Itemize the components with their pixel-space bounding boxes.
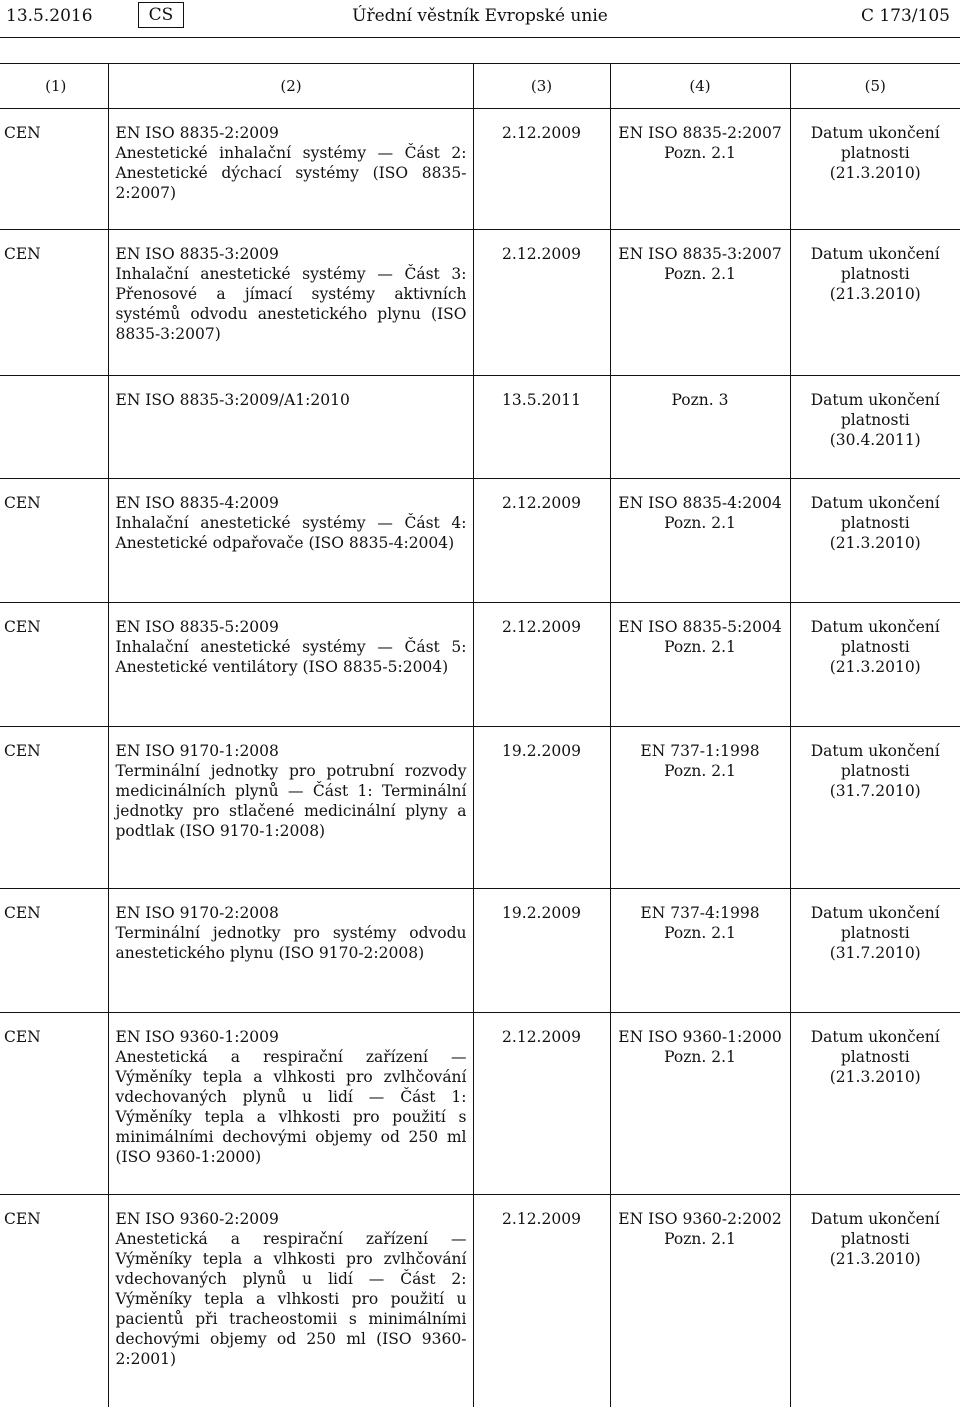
standard-reference: EN ISO 8835-3:2009 bbox=[115, 245, 279, 263]
cessation-cell bbox=[790, 230, 960, 376]
cessation-cell bbox=[790, 1013, 960, 1195]
organisation-cell bbox=[0, 603, 108, 727]
note-reference: Pozn. 2.1 bbox=[664, 1048, 736, 1066]
standard-reference: EN ISO 9360-2:2009 bbox=[115, 1210, 279, 1228]
note-reference: Pozn. 2.1 bbox=[664, 514, 736, 532]
organisation: CEN bbox=[4, 1028, 41, 1046]
standard-title: Anestetické inhalační systémy — Část 2: Anestetické dýchací systémy (ISO 8835-2:2007) bbox=[115, 144, 467, 202]
cessation-cell bbox=[790, 479, 960, 603]
publication-date-cell bbox=[473, 109, 610, 230]
standards-table bbox=[0, 63, 960, 1407]
superseded-standard-cell bbox=[610, 479, 790, 603]
table-row bbox=[0, 376, 960, 479]
note-reference: Pozn. 2.1 bbox=[664, 924, 736, 942]
organisation-cell bbox=[0, 230, 108, 376]
superseded-standard-cell bbox=[610, 376, 790, 479]
column-number-row bbox=[0, 64, 960, 109]
cessation-label: Datum ukončení platnosti bbox=[810, 1210, 940, 1248]
cessation-label: Datum ukončení platnosti bbox=[810, 494, 940, 532]
cessation-cell bbox=[790, 1195, 960, 1407]
cessation-cell bbox=[790, 109, 960, 230]
standard-cell bbox=[108, 889, 473, 1013]
standard-cell bbox=[108, 1013, 473, 1195]
note-reference: Pozn. 2.1 bbox=[664, 144, 736, 162]
standard-cell bbox=[108, 109, 473, 230]
standard-title: Inhalační anestetické systémy — Část 4: Anestetické odpařovače (ISO 8835-4:2004) bbox=[115, 514, 467, 552]
standard-reference: EN ISO 8835-3:2009/A1:2010 bbox=[115, 391, 350, 409]
table-row bbox=[0, 603, 960, 727]
first-publication-date: 2.12.2009 bbox=[502, 618, 581, 636]
organisation-cell bbox=[0, 376, 108, 479]
column-number: (5) bbox=[790, 64, 960, 109]
organisation-cell bbox=[0, 479, 108, 603]
superseded-standard: EN 737-4:1998 bbox=[640, 904, 760, 922]
publication-date-cell bbox=[473, 1013, 610, 1195]
organisation: CEN bbox=[4, 124, 41, 142]
table-row bbox=[0, 1013, 960, 1195]
first-publication-date: 2.12.2009 bbox=[502, 494, 581, 512]
organisation-cell bbox=[0, 1195, 108, 1407]
table-row bbox=[0, 479, 960, 603]
table-row bbox=[0, 109, 960, 230]
superseded-standard-cell bbox=[610, 1195, 790, 1407]
standard-title: Anestetická a respirační zařízení — Výměníky tepla a vlhkosti pro zvlhčování vdechovaných plynů u lidí — Část 1: Výměníky tepla a vlhkosti pro použití s minimálními dechovými objemy od 250 ml (ISO 9360-1:2000) bbox=[115, 1048, 467, 1166]
organisation-cell bbox=[0, 109, 108, 230]
cessation-cell bbox=[790, 376, 960, 479]
first-publication-date: 19.2.2009 bbox=[502, 742, 581, 760]
organisation-cell bbox=[0, 727, 108, 889]
column-number: (1) bbox=[0, 64, 108, 109]
superseded-standard-cell bbox=[610, 1013, 790, 1195]
first-publication-date: 2.12.2009 bbox=[502, 1210, 581, 1228]
publication-date-cell bbox=[473, 479, 610, 603]
first-publication-date: 19.2.2009 bbox=[502, 904, 581, 922]
superseded-standard-cell bbox=[610, 109, 790, 230]
note-reference: Pozn. 2.1 bbox=[664, 265, 736, 283]
table-row bbox=[0, 230, 960, 376]
standard-title: Inhalační anestetické systémy — Část 5: Anestetické ventilátory (ISO 8835-5:2004) bbox=[115, 638, 467, 676]
cessation-date: (21.3.2010) bbox=[829, 534, 921, 552]
superseded-standard-cell bbox=[610, 889, 790, 1013]
publication-date: 13.5.2016 bbox=[6, 6, 93, 26]
standard-reference: EN ISO 8835-2:2009 bbox=[115, 124, 279, 142]
superseded-standard-cell bbox=[610, 603, 790, 727]
publication-date-cell bbox=[473, 603, 610, 727]
cessation-label: Datum ukončení platnosti bbox=[810, 245, 940, 283]
table-row bbox=[0, 1195, 960, 1407]
first-publication-date: 2.12.2009 bbox=[502, 124, 581, 142]
cessation-label: Datum ukončení platnosti bbox=[810, 904, 940, 942]
cessation-label: Datum ukončení platnosti bbox=[810, 618, 940, 656]
table-row bbox=[0, 889, 960, 1013]
cessation-cell bbox=[790, 889, 960, 1013]
standard-cell bbox=[108, 727, 473, 889]
cessation-cell bbox=[790, 727, 960, 889]
cessation-label: Datum ukončení platnosti bbox=[810, 391, 940, 429]
superseded-standard: Pozn. 3 bbox=[671, 391, 729, 409]
cessation-date: (30.4.2011) bbox=[829, 431, 921, 449]
standard-cell bbox=[108, 230, 473, 376]
standard-reference: EN ISO 9360-1:2009 bbox=[115, 1028, 279, 1046]
journal-title: Úřední věstník Evropské unie bbox=[352, 6, 608, 26]
superseded-standard: EN ISO 9360-1:2000 bbox=[618, 1028, 782, 1046]
cessation-date: (31.7.2010) bbox=[829, 782, 921, 800]
organisation: CEN bbox=[4, 742, 41, 760]
organisation: CEN bbox=[4, 494, 41, 512]
header-rule bbox=[0, 37, 960, 38]
page-header bbox=[0, 0, 960, 36]
publication-date-cell bbox=[473, 230, 610, 376]
superseded-standard-cell bbox=[610, 727, 790, 889]
publication-date-cell bbox=[473, 1195, 610, 1407]
column-number: (4) bbox=[610, 64, 790, 109]
superseded-standard: EN 737-1:1998 bbox=[640, 742, 760, 760]
cessation-date: (21.3.2010) bbox=[829, 658, 921, 676]
organisation: CEN bbox=[4, 904, 41, 922]
cessation-date: (21.3.2010) bbox=[829, 1068, 921, 1086]
superseded-standard: EN ISO 8835-5:2004 bbox=[618, 618, 782, 636]
standard-title: Inhalační anestetické systémy — Část 3: Přenosové a jímací systémy aktivních systémů odvodu anestetického plynu (ISO 8835-3:2007) bbox=[115, 265, 467, 343]
standard-title: Terminální jednotky pro potrubní rozvody medicinálních plynů — Část 1: Terminální jednotky pro stlačené medicinální plyny a podtlak (ISO 9170-1:2008) bbox=[115, 762, 467, 840]
note-reference: Pozn. 2.1 bbox=[664, 762, 736, 780]
standard-title: Terminální jednotky pro systémy odvodu anestetického plynu (ISO 9170-2:2008) bbox=[115, 924, 467, 962]
cessation-label: Datum ukončení platnosti bbox=[810, 1028, 940, 1066]
standard-cell bbox=[108, 376, 473, 479]
standard-reference: EN ISO 9170-2:2008 bbox=[115, 904, 279, 922]
cessation-cell bbox=[790, 603, 960, 727]
cessation-date: (31.7.2010) bbox=[829, 944, 921, 962]
column-number: (3) bbox=[473, 64, 610, 109]
standard-title: Anestetická a respirační zařízení — Výměníky tepla a vlhkosti pro zvlhčování vdechovaných plynů u lidí — Část 2: Výměníky tepla a vlhkosti pro použití u pacientů při tracheostomii s minimálními dechovými objemy od 250 ml (ISO 9360-2:2001) bbox=[115, 1230, 467, 1368]
note-reference: Pozn. 2.1 bbox=[664, 1230, 736, 1248]
standard-cell bbox=[108, 479, 473, 603]
first-publication-date: 2.12.2009 bbox=[502, 245, 581, 263]
publication-date-cell bbox=[473, 376, 610, 479]
organisation-cell bbox=[0, 889, 108, 1013]
note-reference: Pozn. 2.1 bbox=[664, 638, 736, 656]
organisation: CEN bbox=[4, 618, 41, 636]
superseded-standard: EN ISO 8835-4:2004 bbox=[618, 494, 782, 512]
publication-date-cell bbox=[473, 727, 610, 889]
cessation-date: (21.3.2010) bbox=[829, 285, 921, 303]
cessation-date: (21.3.2010) bbox=[829, 1250, 921, 1268]
standard-reference: EN ISO 8835-4:2009 bbox=[115, 494, 279, 512]
first-publication-date: 2.12.2009 bbox=[502, 1028, 581, 1046]
standard-cell bbox=[108, 1195, 473, 1407]
cessation-date: (21.3.2010) bbox=[829, 164, 921, 182]
superseded-standard-cell bbox=[610, 230, 790, 376]
language-code-box: CS bbox=[138, 2, 184, 28]
page-reference: C 173/105 bbox=[860, 6, 950, 26]
publication-date-cell bbox=[473, 889, 610, 1013]
standard-reference: EN ISO 8835-5:2009 bbox=[115, 618, 279, 636]
superseded-standard: EN ISO 8835-3:2007 bbox=[618, 245, 782, 263]
organisation-cell bbox=[0, 1013, 108, 1195]
superseded-standard: EN ISO 8835-2:2007 bbox=[618, 124, 782, 142]
cessation-label: Datum ukončení platnosti bbox=[810, 742, 940, 780]
first-publication-date: 13.5.2011 bbox=[502, 391, 581, 409]
column-number: (2) bbox=[108, 64, 473, 109]
standard-cell bbox=[108, 603, 473, 727]
organisation: CEN bbox=[4, 1210, 41, 1228]
cessation-label: Datum ukončení platnosti bbox=[810, 124, 940, 162]
organisation: CEN bbox=[4, 245, 41, 263]
superseded-standard: EN ISO 9360-2:2002 bbox=[618, 1210, 782, 1228]
table-row bbox=[0, 727, 960, 889]
standard-reference: EN ISO 9170-1:2008 bbox=[115, 742, 279, 760]
